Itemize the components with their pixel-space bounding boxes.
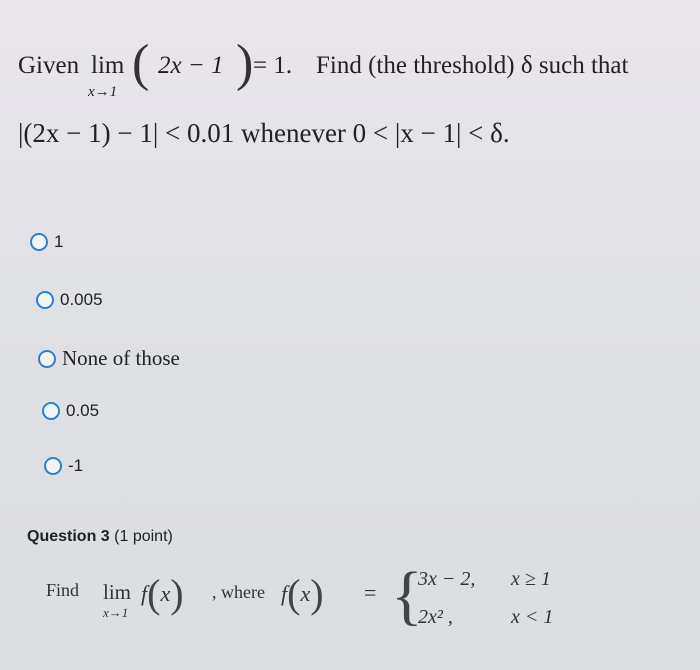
option-2[interactable]: [36, 290, 103, 310]
lim-subscript: x→1: [88, 84, 118, 100]
radio-button[interactable]: [44, 457, 62, 475]
equals-sign: =: [364, 580, 377, 605]
paren-close: ): [236, 35, 254, 92]
option-3[interactable]: [38, 346, 180, 371]
lim-subscript: x→1: [103, 605, 129, 620]
question-prompt: Find (the threshold) δ such that: [316, 52, 629, 79]
radio-button[interactable]: [42, 402, 60, 420]
question-line-2: |(2x − 1) − 1| < 0.01 whenever 0 < |x − 1| < δ.: [18, 118, 510, 148]
option-5[interactable]: [44, 456, 83, 476]
radio-button[interactable]: [30, 233, 48, 251]
radio-button[interactable]: [36, 291, 54, 309]
find-text: Find: [46, 580, 80, 600]
option-1[interactable]: [30, 232, 63, 252]
question-3-points: (1 point): [114, 528, 173, 545]
option-label: 1: [54, 232, 64, 251]
function-f-of-x: f(x): [141, 571, 184, 616]
piecewise-brace: {: [391, 559, 423, 632]
option-label: -1: [68, 456, 84, 475]
option-label: None of those: [62, 346, 180, 370]
equals-text: = 1.: [253, 52, 293, 79]
paren-open: (: [132, 35, 150, 92]
option-label: 0.05: [66, 401, 100, 420]
case-1-condition: x ≥ 1: [511, 568, 551, 590]
option-label: 0.005: [60, 290, 103, 309]
lim-text: lim: [91, 52, 125, 79]
where-text: , where: [212, 582, 265, 602]
case-2-expression: 2x² ,: [418, 606, 453, 628]
radio-button[interactable]: [38, 350, 56, 368]
question-3-title: Question 3: [27, 528, 110, 545]
given-text: Given: [18, 52, 80, 79]
question-3-heading: [27, 528, 173, 546]
option-4[interactable]: [42, 401, 99, 421]
case-1-expression: 3x − 2,: [418, 568, 476, 590]
question-3-body: [46, 560, 666, 650]
function-definition-lhs: f(x): [281, 571, 324, 616]
case-2-condition: x < 1: [511, 606, 554, 628]
question-area: [0, 0, 700, 210]
limit-expression: 2x − 1: [158, 52, 224, 79]
lim-text: lim: [103, 580, 132, 604]
